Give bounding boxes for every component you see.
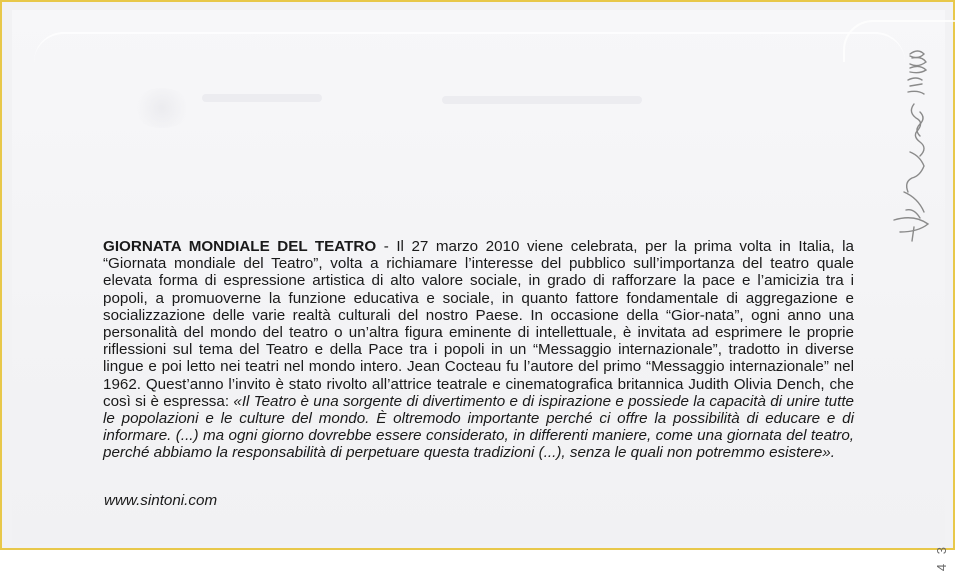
ghost-text-line [442,96,642,104]
commemorative-text [103,238,854,462]
pencil-annotation [880,42,950,252]
quote-paragraph: «Il Teatro è una sorgente di divertimento e di ispirazione e possiede la capacità di unire tutte le popolazioni e le culture del mondo. È oltremodo importante perché ci offre la possibilità di educare e di informare. (...) ma ogni giorno dovrebbe essere considerato, in differenti maniere, come una giornata del teatro, perché abbiamo la responsabilità di perpetuare questa tradizioni (...), senza le quali non potremmo esistere». [103,392,854,462]
ghost-logo-watermark [132,88,192,128]
corner-number: 4 3 [934,544,949,571]
body-paragraph: Il 27 marzo 2010 viene celebrata, per la prima volta in Italia, la “Giornata mondiale del Teatro”, volta a richiamare l’interesse del pubblico sull’importanza del teatro quale elevata forma di espressione artistica di alto valore sociale, in grado di rafforzare la pace e l’amicizia tra i popoli, a promuoverne la funzione educativa e sociale, in quanto fattore fondamentale di aggregazione e socializzazione delle varie realtà culturali del nostro Paese. In occasione della “Gior-nata”, ogni anno una personalità del mondo del teatro o un’altra figura eminente di intellettuale, è invitata ad esprimere le proprie riflessioni sul tema del Teatro e della Pace tra i popoli in un “Messaggio internazionale”, tradotto in diverse lingue e poi letto nei teatri nel mondo intero. Jean Cocteau fu l’autore del primo “Messaggio internazionale” nel 1962. Quest’anno l’invito è stato rivolto all’attrice teatrale e cinematografica britannica Judith Olivia Dench, che così si è espressa: [103,238,855,410]
heading-separator: - [376,238,397,255]
envelope-flap-left [34,32,905,94]
ghost-text-line [202,94,322,102]
website-link[interactable]: www.sintoni.com [104,492,218,509]
heading-title: GIORNATA MONDIALE DEL TEATRO [103,238,377,255]
